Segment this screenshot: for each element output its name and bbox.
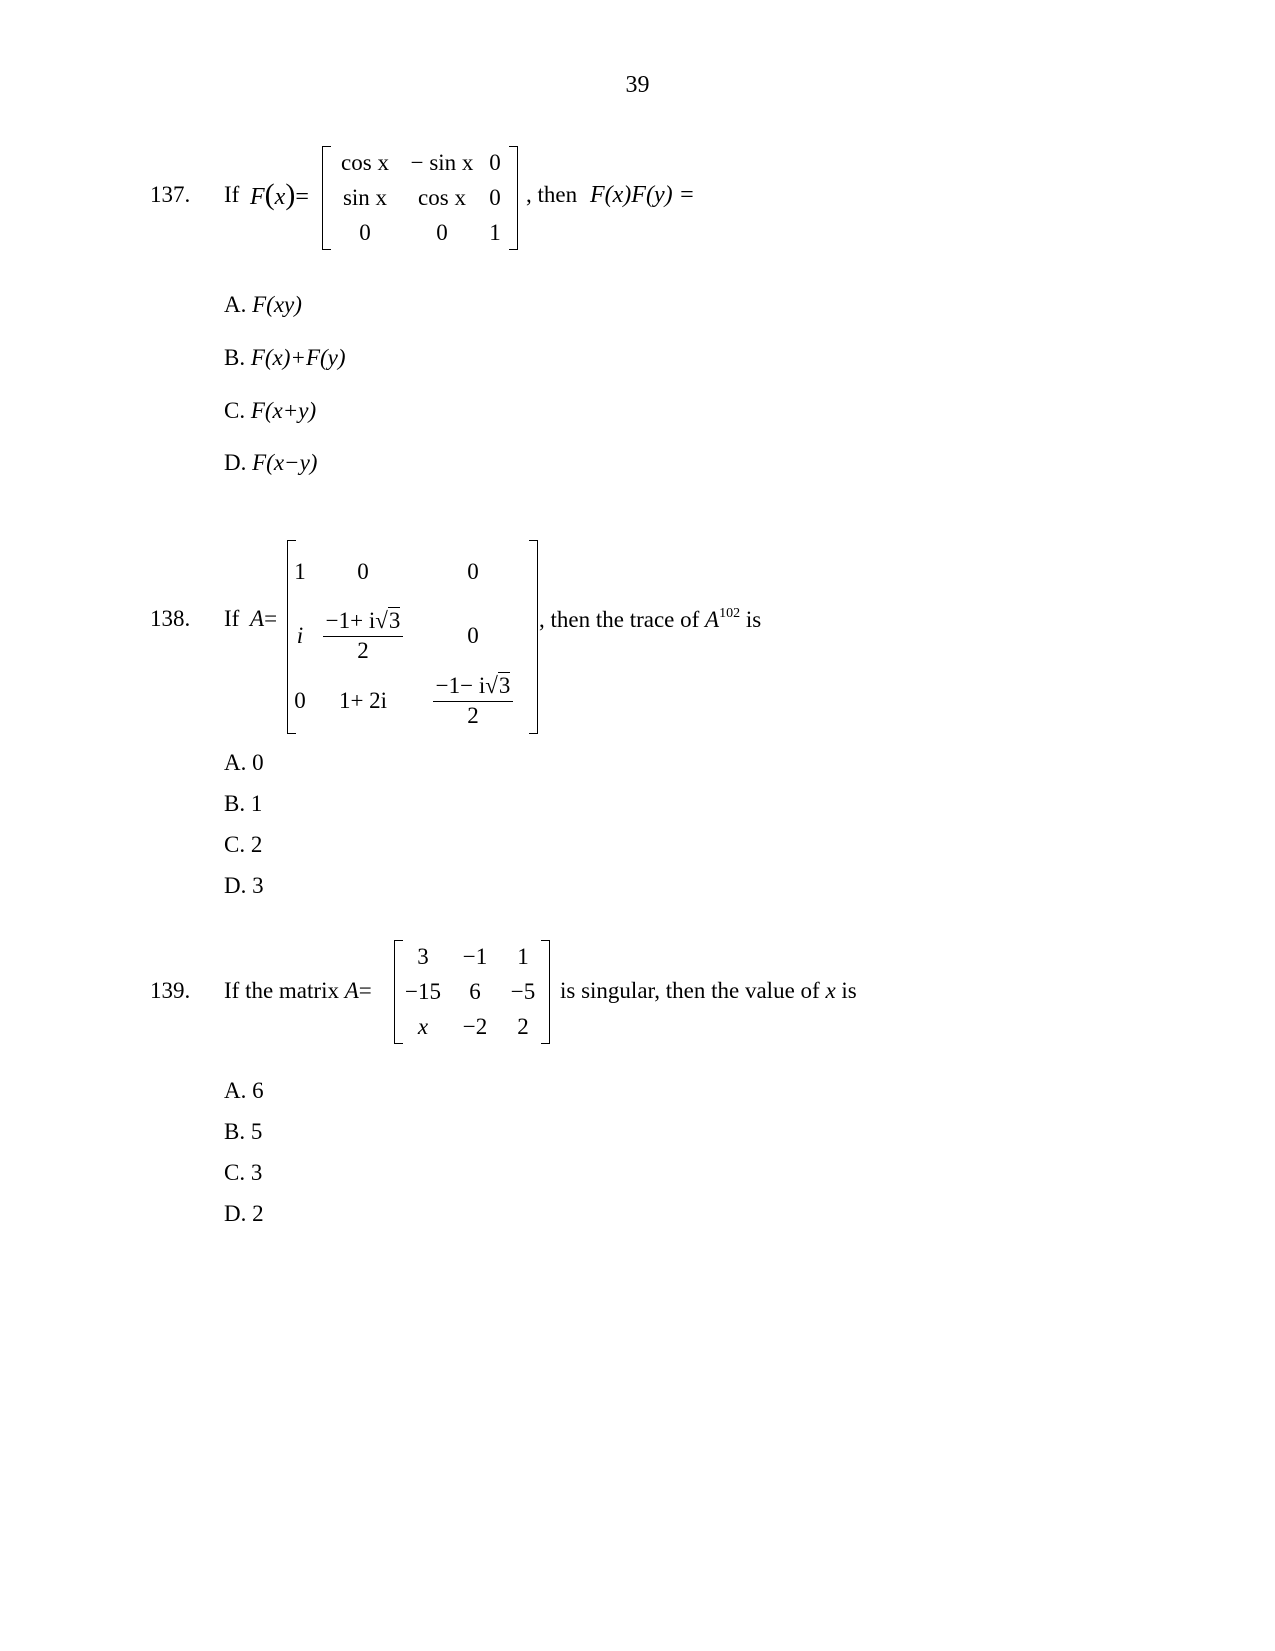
matrix-a (287, 540, 538, 734)
matrix-cell: sin x (342, 184, 388, 210)
equals-sign: = (264, 606, 278, 631)
option-label: D. (224, 450, 247, 475)
matrix-singular (394, 940, 550, 1044)
fraction-denominator: 2 (467, 702, 479, 728)
option-a[interactable] (224, 750, 264, 776)
option-text: 1 (250, 791, 263, 816)
option-label: B. (224, 345, 246, 370)
matrix-cell: −5 (510, 978, 536, 1004)
matrix-cell: −1 (462, 944, 488, 970)
option-label: A. (224, 750, 247, 775)
paren-left: ( (264, 178, 275, 211)
option-c[interactable] (224, 1160, 262, 1186)
option-text: 3 (252, 873, 264, 898)
matrix-cell-fraction (433, 673, 514, 729)
var-a: A (705, 607, 720, 632)
fraction-denominator: 2 (357, 637, 369, 663)
question-rhs: F(x)F(y) = (590, 182, 695, 208)
tail-is: is (841, 978, 857, 1003)
option-d[interactable] (224, 873, 264, 899)
question-lhs (224, 978, 372, 1004)
lhs-text: If the matrix (224, 978, 339, 1003)
equals-sign: = (358, 978, 372, 1003)
option-label: B. (224, 1119, 246, 1144)
tail-text: , then the trace of (539, 607, 700, 632)
fraction-numerator: −1+ i√3 (323, 608, 404, 636)
option-label: A. (224, 292, 247, 317)
option-text: F(x)+F(y) (250, 345, 346, 370)
matrix-cell-fraction (323, 608, 404, 664)
question-number: 137. (150, 182, 191, 207)
matrix-cell: 0 (357, 559, 369, 584)
option-label: B. (224, 791, 246, 816)
matrix-cell: − sin x (410, 150, 474, 176)
matrix-cell: 3 (417, 944, 429, 970)
option-b[interactable] (224, 345, 346, 371)
matrix-cell: i (296, 623, 304, 648)
option-b[interactable] (224, 791, 262, 817)
tail-text: is singular, then the value of (560, 978, 820, 1003)
var-a: A (344, 978, 359, 1003)
exponent: 102 (719, 606, 741, 621)
radicand: 3 (498, 673, 511, 699)
tail-is: is (745, 607, 762, 632)
option-label: D. (224, 1201, 247, 1226)
matrix-cell: 0 (467, 559, 479, 584)
question-tail (560, 978, 857, 1004)
option-label: C. (224, 832, 246, 857)
option-c[interactable] (224, 832, 262, 858)
matrix-cell: 1 (517, 944, 529, 970)
option-a[interactable] (224, 1078, 264, 1104)
option-label: C. (224, 1160, 246, 1185)
question-lhs (250, 178, 309, 212)
matrix-cell: 0 (489, 184, 501, 210)
func-name: F (250, 184, 265, 210)
matrix-cell: 0 (294, 688, 306, 713)
option-text: 3 (250, 1160, 263, 1185)
fraction-numerator: −1− i√3 (433, 673, 514, 701)
question-if: If (224, 182, 240, 207)
question-number: 138. (150, 606, 191, 631)
paren-right: ) (285, 178, 296, 211)
option-text: 2 (250, 832, 263, 857)
option-text: F(x+y) (250, 398, 317, 423)
matrix-cell: −15 (405, 978, 441, 1004)
var-x: x (274, 184, 286, 210)
question-then: , then (526, 182, 578, 207)
matrix-cell: 0 (436, 219, 448, 245)
matrix-cell: x (417, 1013, 429, 1039)
page-number: 39 (625, 72, 650, 98)
matrix-cell: 1 (294, 559, 306, 584)
matrix-cell: 0 (359, 219, 371, 245)
matrix-cell: cos x (418, 184, 466, 210)
option-label: C. (224, 398, 246, 423)
option-c[interactable] (224, 398, 316, 424)
matrix-cell: 0 (489, 150, 501, 176)
option-text: 6 (252, 1078, 264, 1103)
option-d[interactable] (224, 450, 317, 476)
option-d[interactable] (224, 1201, 264, 1227)
radicand: 3 (388, 608, 401, 634)
question-lhs (250, 606, 277, 632)
option-b[interactable] (224, 1119, 262, 1145)
option-a[interactable] (224, 292, 302, 318)
matrix-cell: 6 (469, 978, 481, 1004)
var-a: A (250, 606, 265, 631)
question-if: If (224, 606, 240, 631)
bracket-right (529, 540, 538, 734)
option-text: F(x−y) (252, 450, 318, 475)
question-number: 139. (150, 978, 191, 1003)
option-label: D. (224, 873, 247, 898)
matrix-cell: 2 (517, 1013, 529, 1039)
option-text: 0 (252, 750, 264, 775)
var-x: x (825, 978, 836, 1003)
matrix-cell: 1 (489, 219, 501, 245)
option-text: 2 (252, 1201, 264, 1226)
option-text: F(xy) (252, 292, 302, 317)
matrix-cell: 1+ 2i (338, 688, 388, 713)
matrix-f (322, 146, 518, 250)
numerator-text: −1+ i (325, 608, 376, 634)
option-text: 5 (250, 1119, 263, 1144)
matrix-cell: 0 (467, 623, 479, 648)
numerator-text: −1− i (435, 673, 486, 699)
question-tail (539, 606, 761, 633)
equals-sign: = (295, 184, 309, 210)
matrix-cell: cos x (341, 150, 389, 176)
option-label: A. (224, 1078, 247, 1103)
matrix-cell: −2 (462, 1013, 488, 1039)
